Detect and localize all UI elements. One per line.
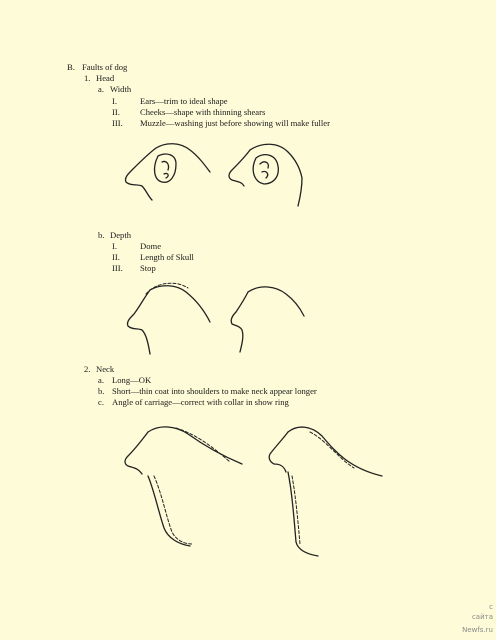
- head-width-sketch-right: [220, 138, 320, 208]
- width-item-roman: II.: [112, 107, 120, 117]
- watermark-line: c: [489, 603, 493, 611]
- width-item-text: Ears—trim to ideal shape: [140, 96, 228, 106]
- head-title: Head: [96, 73, 115, 83]
- neck-title: Neck: [96, 364, 115, 374]
- depth-item-text: Length of Skull: [140, 252, 194, 262]
- neck-item-text: Short—thin coat into shoulders to make neck appear longer: [112, 386, 317, 396]
- depth-item-roman: I.: [112, 241, 118, 251]
- depth-item-text: Stop: [140, 263, 156, 273]
- neck-item-letter: a.: [98, 375, 104, 385]
- width-item-text: Cheeks—shape with thinning shears: [140, 107, 266, 117]
- width-item-roman: III.: [112, 118, 123, 128]
- neck-item-letter: b.: [98, 386, 105, 396]
- depth-item-roman: III.: [112, 263, 123, 273]
- neck-number: 2.: [84, 364, 91, 374]
- section-letter: B.: [67, 62, 75, 72]
- watermark-line: сайта: [471, 613, 493, 621]
- depth-title: Depth: [110, 230, 132, 240]
- neck-sketch-left: [118, 420, 248, 550]
- neck-item-text: Long—OK: [112, 375, 152, 385]
- section-title: Faults of dog: [82, 62, 128, 72]
- width-title: Width: [110, 84, 132, 94]
- depth-item-roman: II.: [112, 252, 120, 262]
- neck-sketch-right: [262, 422, 402, 562]
- head-depth-sketch-right: [224, 280, 314, 360]
- neck-item-text: Angle of carriage—correct with collar in show ring: [112, 397, 289, 407]
- depth-item-text: Dome: [140, 241, 162, 251]
- neck-item-letter: c.: [98, 397, 104, 407]
- head-width-sketch-left: [118, 138, 218, 208]
- width-item-roman: I.: [112, 96, 118, 106]
- width-item-text: Muzzle—washing just before showing will make fuller: [140, 118, 330, 128]
- head-depth-sketch-left: [120, 280, 220, 360]
- head-number: 1.: [84, 73, 91, 83]
- depth-letter: b.: [98, 230, 105, 240]
- watermark-site: Newfs.ru: [462, 626, 493, 634]
- width-letter: a.: [98, 84, 104, 94]
